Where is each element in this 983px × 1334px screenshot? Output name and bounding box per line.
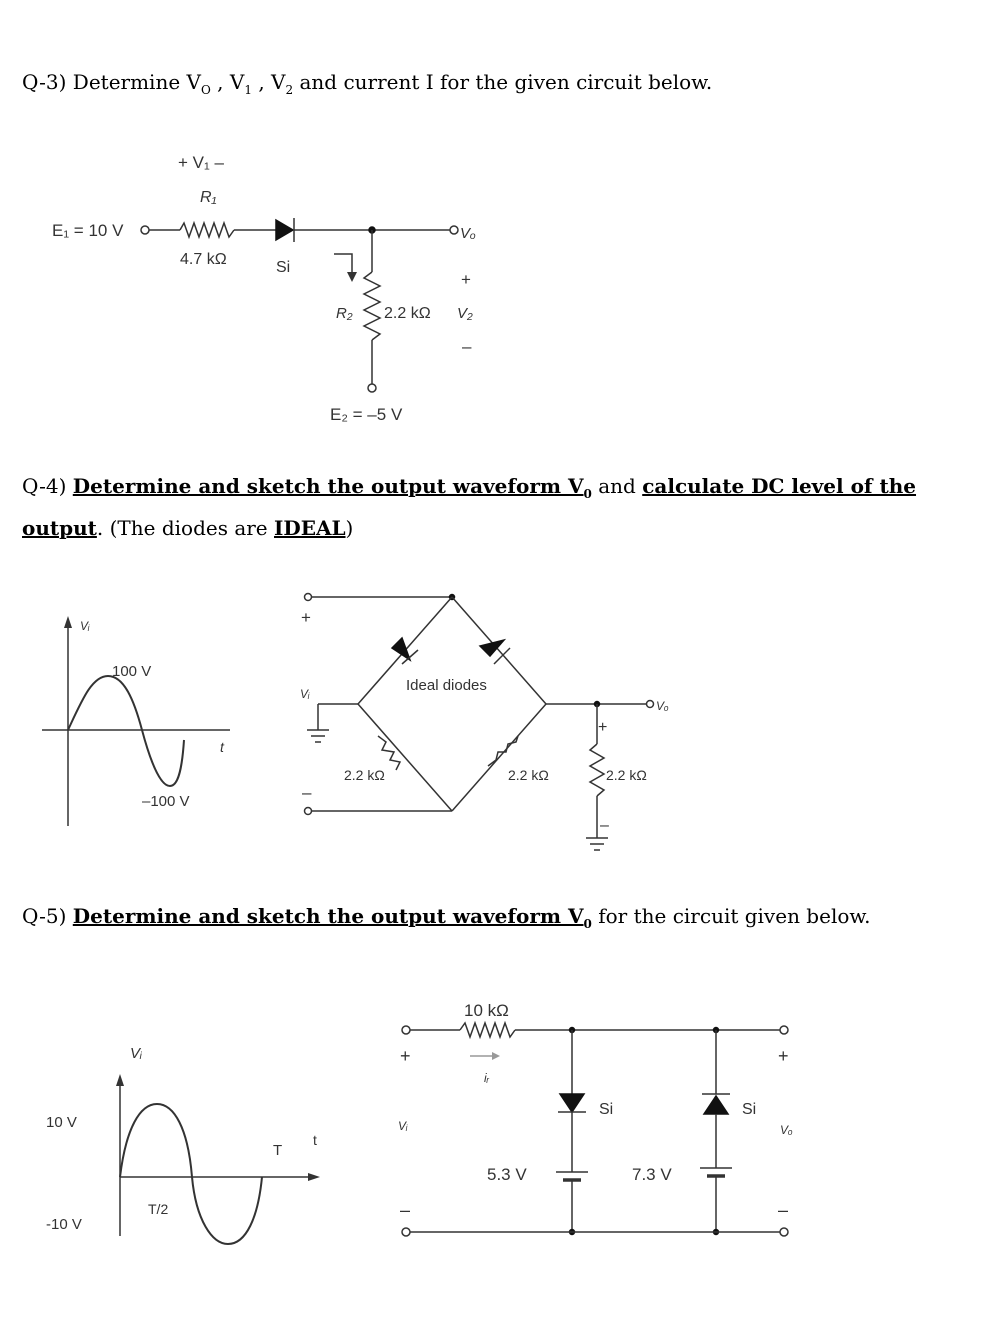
q5-part2: for the circuit given below. <box>591 904 871 928</box>
q5-r-value: 10 kΩ <box>464 1001 509 1020</box>
q5-question <box>22 902 871 938</box>
q4-label: Q-4) <box>22 474 67 498</box>
q4-out-minus: – <box>600 817 609 834</box>
q5-v-axis-arrow <box>116 1074 124 1086</box>
q3-v2-label: V₂ <box>457 305 473 322</box>
q3-r2-resistor <box>364 272 380 340</box>
q4-bridge-ll <box>358 704 452 811</box>
q5-vi-axis-label: Vᵢ <box>130 1045 142 1062</box>
q4-and: and <box>591 474 643 498</box>
q3-diode-label: Si <box>276 259 291 276</box>
q5-pos-level: 10 V <box>46 1114 77 1131</box>
q5-batt-2-label: 7.3 V <box>632 1165 672 1184</box>
q5-circuit <box>398 1001 793 1236</box>
q4-v-axis-arrow <box>64 616 72 628</box>
q5-diode-2 <box>704 1096 728 1114</box>
q5-period: T <box>273 1142 283 1159</box>
q4-r-left <box>378 736 400 770</box>
q4-part2: calculate DC level of the output <box>22 474 917 540</box>
q5-in-bottom-terminal <box>402 1228 410 1236</box>
q3-vo-terminal <box>450 226 458 234</box>
q4-in-bottom-terminal <box>305 808 312 815</box>
q3-prompt: Determine V <box>72 70 201 94</box>
q5-t-axis-arrow <box>308 1173 320 1181</box>
q3-r1-value: 4.7 kΩ <box>180 251 227 268</box>
q3-current-arrowhead <box>347 272 357 282</box>
q4-diode-right <box>480 640 504 656</box>
q5-part1-text: Determine and sketch the output waveform V <box>72 904 584 928</box>
q5-in-plus: + <box>400 1046 411 1066</box>
q3-e2-label: E₂ = –5 V <box>330 405 403 424</box>
q5-part1-sub: 0 <box>583 917 592 931</box>
q3-tail: and current I for the given circuit below. <box>293 70 713 94</box>
q5-batt-1-label: 5.3 V <box>487 1165 527 1184</box>
q5-ir-label: iᵣ <box>484 1071 489 1085</box>
q4-diode-right-bar <box>494 648 510 664</box>
q4-peak-neg: –100 V <box>142 793 190 810</box>
q4-close: ) <box>345 516 354 540</box>
q3-r1-label: R₁ <box>200 189 217 206</box>
q4-r-left-value: 2.2 kΩ <box>344 767 385 783</box>
q5-label: Q-5) <box>22 904 67 928</box>
q5-diode-1-label: Si <box>599 1101 614 1118</box>
q3-label: Q-3) <box>22 70 67 94</box>
q3-circuit <box>52 153 476 424</box>
q4-in-top-terminal <box>305 594 312 601</box>
q3-v2-minus: – <box>462 337 472 356</box>
q4-vi-axis-label: Vᵢ <box>80 619 90 633</box>
q5-in-minus: – <box>400 1200 411 1220</box>
q3-diode <box>276 220 293 240</box>
q4-peak-pos: 100 V <box>112 663 152 680</box>
q5-vo-label: Vₒ <box>780 1123 793 1137</box>
q4-r-load <box>590 744 604 796</box>
q5-sine-wave <box>120 1104 262 1244</box>
q3-sep1: , V <box>210 70 245 94</box>
q5-out-minus: – <box>778 1200 789 1220</box>
q4-question <box>22 466 922 548</box>
q4-r-load-value: 2.2 kΩ <box>606 767 647 783</box>
q5-waveform <box>46 1045 320 1244</box>
q3-e2-terminal <box>368 384 376 392</box>
q4-bridge-lr <box>452 704 546 811</box>
q5-half-period: T/2 <box>148 1201 169 1217</box>
q3-v1-sub: 1 <box>244 83 252 97</box>
q5-out-top-terminal <box>780 1026 788 1034</box>
q4-r-right-value: 2.2 kΩ <box>508 767 549 783</box>
q4-ideal-diodes: Ideal diodes <box>406 677 487 694</box>
q5-out-plus: + <box>778 1046 789 1066</box>
q3-vo-label: Vₒ <box>460 225 476 242</box>
q4-in-plus: + <box>301 608 311 627</box>
q4-out-plus: + <box>598 719 608 736</box>
q3-r2-label: R₂ <box>336 305 353 322</box>
q4-sine-wave <box>68 676 184 786</box>
q4-part1 <box>72 474 592 501</box>
q5-neg-level: -10 V <box>46 1216 82 1233</box>
q3-v0-sub: O <box>200 83 211 97</box>
q5-part1 <box>72 904 592 931</box>
q3-v2-plus: + <box>461 270 471 289</box>
q3-v2-sub: 2 <box>285 83 294 97</box>
q3-v1-label: + V₁ – <box>178 153 224 172</box>
q4-circuit <box>300 594 669 851</box>
q4-in-minus: – <box>302 783 312 802</box>
q4-part1-sub: 0 <box>583 487 592 501</box>
q3-r1-resistor <box>180 223 234 237</box>
q4-vi-label: Vᵢ <box>300 687 310 701</box>
q4-vo-label: Vₒ <box>656 699 669 713</box>
q3-e1-terminal <box>141 226 149 234</box>
q5-in-top-terminal <box>402 1026 410 1034</box>
q4-part3: . (The diodes are <box>96 516 274 540</box>
q5-diode-1 <box>560 1094 584 1112</box>
q5-t-label: t <box>313 1132 317 1148</box>
q5-out-bottom-terminal <box>780 1228 788 1236</box>
q4-part1-text: Determine and sketch the output waveform V <box>72 474 584 498</box>
q4-waveform <box>42 616 230 826</box>
q5-diode-2-label: Si <box>742 1101 757 1118</box>
q3-r2-value: 2.2 kΩ <box>384 305 431 322</box>
q4-t-label: t <box>220 739 224 755</box>
q5-ir-arrowhead <box>492 1052 500 1060</box>
q3-sep2: , V <box>251 70 286 94</box>
q3-e1-label: E₁ = 10 V <box>52 221 124 240</box>
q4-ideal: IDEAL <box>274 516 346 540</box>
q5-resistor <box>460 1023 515 1037</box>
q5-vi-label: Vᵢ <box>398 1119 408 1133</box>
q4-vo-terminal <box>647 701 654 708</box>
